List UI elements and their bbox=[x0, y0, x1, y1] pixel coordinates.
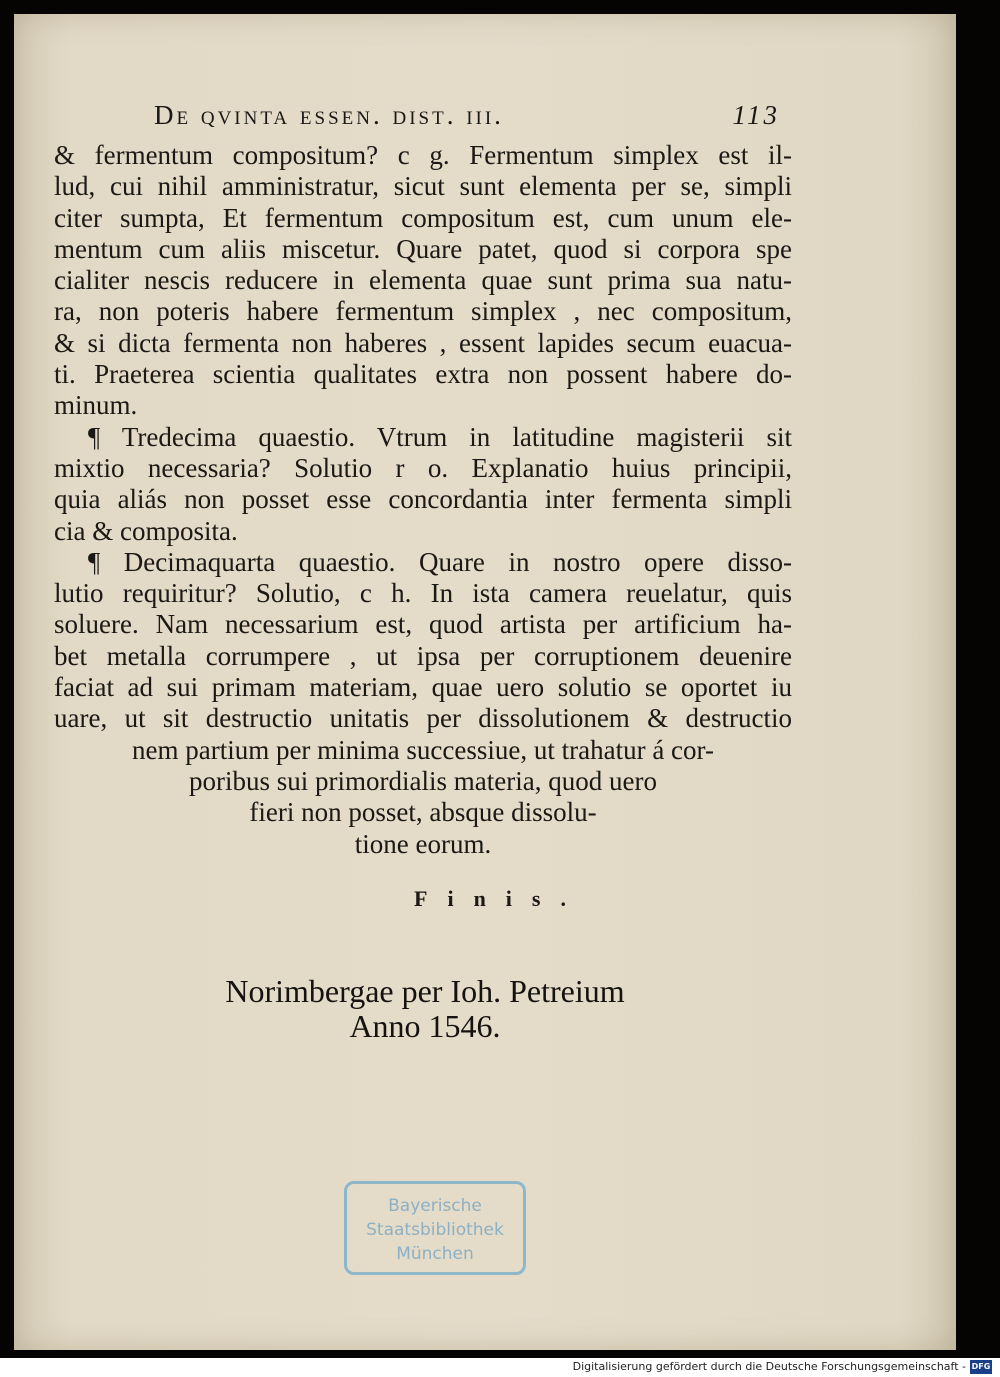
text-line: & si dicta fermenta non haberes , essent lapides secum euacua- bbox=[54, 327, 792, 358]
text-line: & fermentum compositum? c g. Fermentum simplex est il- bbox=[54, 140, 792, 170]
text-line: tione eorum. bbox=[354, 828, 492, 859]
text-block bbox=[54, 140, 792, 860]
finis-label: Finis. bbox=[414, 886, 586, 911]
text-line: uare, ut sit destructio unitatis per dissolutionem & destructio bbox=[54, 703, 792, 734]
text-line: soluere. Nam necessarium est, quod artista per artificium ha- bbox=[54, 609, 792, 640]
funding-credit: Digitalisierung gefördert durch die Deutsche Forschungsgemeinschaft - bbox=[572, 1360, 966, 1373]
text-line: ¶ Tredecima quaestio. Vtrum in latitudine magisterii sit bbox=[88, 421, 792, 452]
folio-number: 113 bbox=[732, 100, 780, 130]
colophon bbox=[0, 974, 850, 1044]
page-header bbox=[140, 100, 780, 140]
text-line: minum. bbox=[54, 390, 138, 421]
text-line: fieri non posset, absque dissolu- bbox=[249, 797, 597, 828]
text-line: ti. Praeterea scientia qualitates extra non possent habere do- bbox=[54, 359, 792, 390]
stamp-line: München bbox=[396, 1244, 474, 1264]
text-line: mixtio necessaria? Solutio r o. Explanatio huius principii, bbox=[54, 452, 792, 483]
dfg-logo-icon: DFG bbox=[970, 1360, 992, 1374]
footer-bar bbox=[0, 1358, 1000, 1377]
text-line: quia aliás non posset esse concordantia inter fermenta simpli bbox=[54, 484, 792, 515]
text-line: bet metalla corrumpere , ut ipsa per corruptionem deuenire bbox=[54, 640, 792, 671]
text-line: ra, non poteris habere fermentum simplex , nec compositum, bbox=[54, 296, 792, 327]
library-stamp bbox=[344, 1181, 526, 1275]
text-line: poribus sui primordialis materia, quod uero bbox=[189, 765, 657, 796]
text-line: lud, cui nihil amministratur, sicut sunt elementa per se, simpli bbox=[54, 171, 792, 202]
text-line: faciat ad sui primam materiam, quae uero solutio se oportet iu bbox=[54, 672, 792, 703]
text-line: lutio requiritur? Solutio, c h. In ista camera reuelatur, quis bbox=[54, 578, 792, 609]
text-line: mentum cum aliis miscetur. Quare patet, quod si corpora spe bbox=[54, 233, 792, 264]
text-line: cialiter nescis reducere in elementa quae sunt prima sua natu- bbox=[54, 265, 792, 296]
text-line: citer sumpta, Et fermentum compositum est, cum unum ele- bbox=[54, 202, 792, 233]
stamp-line: Staatsbibliothek bbox=[366, 1220, 504, 1240]
text-line: ¶ Decimaquarta quaestio. Quare in nostro opere disso- bbox=[88, 546, 792, 577]
stamp-line: Bayerische bbox=[388, 1196, 482, 1216]
text-line: cia & composita. bbox=[54, 515, 238, 546]
colophon-year: Anno 1546. bbox=[349, 1008, 501, 1044]
running-title: De qvinta essen. dist. iii. bbox=[154, 100, 504, 130]
colophon-imprint: Norimbergae per Ioh. Petreium bbox=[225, 973, 625, 1009]
text-line: nem partium per minima successiue, ut trahatur á cor- bbox=[131, 734, 714, 765]
